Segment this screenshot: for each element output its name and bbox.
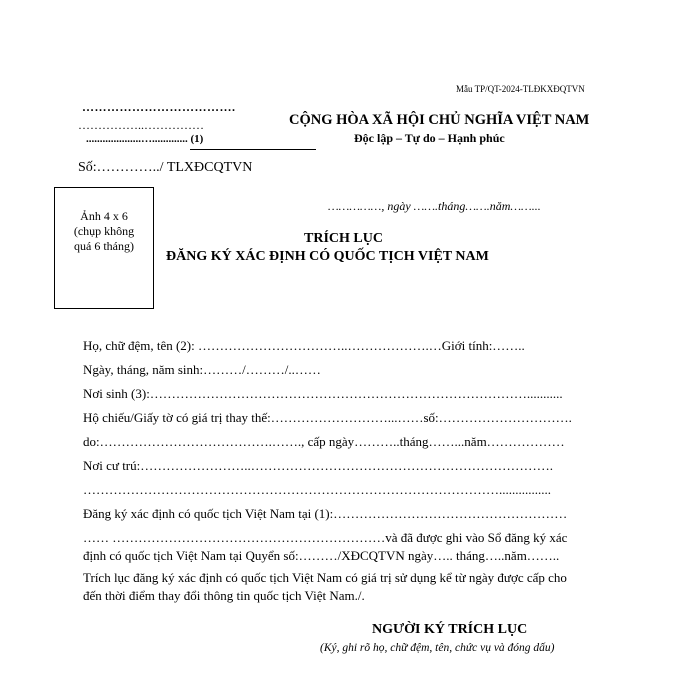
field-registration-cont: …… ………………………………………………………và đã được ghi vào Sổ đăng ký xác: [83, 530, 568, 545]
signer-title: NGƯỜI KÝ TRÍCH LỤC: [372, 622, 528, 637]
photo-label-note-1: (chụp không: [73, 224, 135, 238]
field-issued-by: do:………………………………….……., cấp ngày………..tháng……...năm………………: [83, 434, 565, 449]
agency-line-2: ……………..……………: [78, 118, 204, 132]
nation-heading: CỘNG HÒA XÃ HỘI CHỦ NGHĨA VIỆT NAM: [289, 112, 590, 128]
field-passport: Hộ chiếu/Giấy tờ có giá trị thay thế:………………………...……số:………………………….: [83, 410, 572, 425]
validity-note-1: Trích lục đăng ký xác định có quốc tịch Việt Nam có giá trị sử dụng kể từ ngày được cấp cho: [83, 570, 567, 585]
field-full-name-gender: Họ, chữ đệm, tên (2): ……………………………..……………….…Giới tính:……..: [83, 338, 525, 353]
field-residence: Nơi cư trú:……………………..…………………………………………………………….: [83, 458, 553, 473]
document-number: Số:…………../ TLXĐCQTVN: [78, 160, 253, 175]
agency-line-1: ……………………………….: [82, 100, 236, 114]
photo-box: [54, 187, 154, 309]
place-date-line: ……………, ngày …….tháng…….năm……...: [328, 199, 541, 213]
photo-label-size: Ảnh 4 x 6: [80, 209, 128, 223]
field-place-of-birth: Nơi sinh (3):……………………………………………………………………………...........: [83, 386, 563, 401]
field-registration-book: định có quốc tịch Việt Nam tại Quyển số:………/XĐCQTVN ngày….. tháng…..năm……..: [83, 548, 560, 563]
field-date-of-birth: Ngày, tháng, năm sinh:………/………/..……: [83, 362, 321, 377]
document-title: TRÍCH LỤC: [304, 231, 383, 246]
form-code: Mẫu TP/QT-2024-TLĐKXĐQTVN: [456, 84, 585, 94]
validity-note-2: đến thời điểm thay đổi thông tin quốc tịch Việt Nam./.: [83, 588, 365, 603]
signer-note: (Ký, ghi rõ họ, chữ đệm, tên, chức vụ và đóng dấu): [320, 642, 555, 654]
motto: Độc lập – Tự do – Hạnh phúc: [354, 131, 505, 145]
field-residence-cont: ……………………………………………………………………………………................: [83, 482, 551, 497]
document-subtitle: ĐĂNG KÝ XÁC ĐỊNH CÓ QUỐC TỊCH VIỆT NAM: [166, 249, 489, 264]
agency-line-3: ....................…............. (1): [86, 133, 204, 145]
agency-underline: [190, 149, 316, 150]
field-registration-place: Đăng ký xác định có quốc tịch Việt Nam tại (1):………………………………………………: [83, 506, 568, 521]
photo-label-note-2: quá 6 tháng): [74, 239, 134, 253]
